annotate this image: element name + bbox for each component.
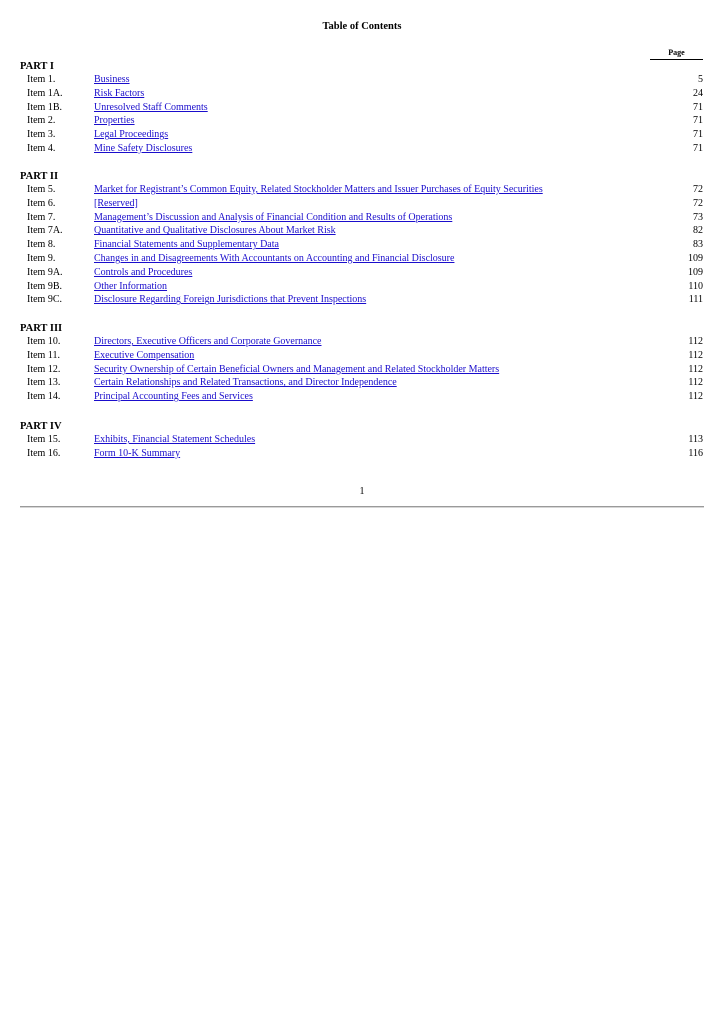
toc-row — [20, 211, 704, 225]
item-number: Item 1. — [27, 74, 56, 85]
toc-link-risk-factors[interactable]: Risk Factors — [94, 87, 145, 99]
toc-link-mine-safety-disclosures[interactable]: Mine Safety Disclosures — [94, 142, 193, 154]
toc-row — [20, 390, 704, 404]
toc-link-other-information[interactable]: Other Information — [94, 280, 168, 292]
toc-link-legal-proceedings[interactable]: Legal Proceedings — [94, 129, 169, 141]
toc-link-related-transactions[interactable]: Certain Relationships and Related Transactions, and Director Independence — [94, 377, 397, 389]
page-number-cell: 111 — [688, 294, 703, 306]
item-number: Item 10. — [27, 336, 61, 347]
toc-row — [20, 128, 704, 142]
toc-row — [20, 293, 704, 307]
page-number-cell: 112 — [688, 349, 703, 361]
item-number: Item 1A. — [27, 87, 63, 99]
toc-row — [20, 224, 704, 238]
toc-link-accounting-fees[interactable]: Principal Accounting Fees and Services — [94, 391, 253, 403]
toc-link-foreign-jurisdictions[interactable]: Disclosure Regarding Foreign Jurisdictions that Prevent Inspections — [94, 294, 367, 306]
toc-row — [20, 363, 704, 377]
part-1-section — [20, 60, 704, 156]
page-number-cell: 113 — [688, 434, 703, 445]
page-number-cell: 5 — [698, 74, 703, 85]
page-number-cell: 110 — [688, 280, 703, 292]
toc-row — [20, 101, 704, 115]
item-number: Item 13. — [27, 377, 61, 389]
part-3-section — [20, 322, 704, 404]
item-number: Item 8. — [27, 239, 56, 251]
toc-link-market-risk-disclosures[interactable]: Quantitative and Qualitative Disclosures About Market Risk — [94, 225, 336, 237]
part-2-section — [20, 170, 704, 307]
item-number: Item 11. — [27, 349, 60, 361]
toc-row — [20, 252, 704, 266]
item-number: Item 14. — [27, 391, 61, 403]
part-4-section — [20, 420, 704, 461]
toc-link-executive-compensation[interactable]: Executive Compensation — [94, 349, 195, 361]
toc-link-market-for-common-equity[interactable]: Market for Registrant’s Common Equity, Related Stockholder Matters and Issuer Purchases of Equity Securities — [94, 184, 543, 195]
toc-row — [20, 266, 704, 280]
toc-link-properties[interactable]: Properties — [94, 115, 135, 127]
page-column-header: Page — [650, 48, 703, 60]
toc-link-mdna[interactable]: Management’s Discussion and Analysis of Financial Condition and Results of Operations — [94, 211, 453, 223]
item-number: Item 12. — [27, 363, 61, 375]
toc-row — [20, 376, 704, 390]
toc-row — [20, 349, 704, 363]
toc-row — [20, 433, 704, 447]
toc-link-business[interactable]: Business — [94, 74, 130, 85]
part-heading: PART II — [20, 171, 59, 182]
page-number-cell: 109 — [688, 252, 703, 264]
toc-link-reserved[interactable]: [Reserved] — [94, 197, 138, 209]
part-heading: PART I — [20, 61, 54, 72]
page-number-cell: 83 — [693, 239, 703, 251]
toc-row — [20, 142, 704, 156]
toc-row — [20, 87, 704, 101]
page-number-cell: 71 — [693, 142, 703, 154]
item-number: Item 7A. — [27, 225, 63, 237]
page-number-cell: 72 — [693, 197, 703, 209]
toc-row — [20, 73, 704, 87]
toc-link-directors-governance[interactable]: Directors, Executive Officers and Corporate Governance — [94, 336, 322, 347]
page-number-cell: 71 — [693, 115, 703, 127]
page-number-cell: 109 — [688, 266, 703, 278]
page-number-cell: 71 — [693, 129, 703, 141]
page-number-cell: 73 — [693, 211, 703, 223]
item-number: Item 1B. — [27, 101, 62, 113]
page-number-cell: 72 — [693, 184, 703, 195]
page-number-cell: 24 — [693, 87, 703, 99]
page-number-cell: 112 — [688, 391, 703, 403]
item-number: Item 4. — [27, 142, 56, 154]
toc-link-financial-statements[interactable]: Financial Statements and Supplementary Data — [94, 239, 279, 251]
item-number: Item 2. — [27, 115, 56, 127]
page-number-cell: 82 — [693, 225, 703, 237]
toc-link-form-10k-summary[interactable]: Form 10-K Summary — [94, 447, 181, 459]
item-number: Item 3. — [27, 129, 56, 141]
toc-row — [20, 183, 704, 197]
page-number-cell: 112 — [688, 336, 703, 347]
page-number-cell: 116 — [688, 447, 703, 459]
item-number: Item 6. — [27, 197, 56, 209]
page-number-cell: 112 — [688, 363, 703, 375]
page-number-cell: 71 — [693, 101, 703, 113]
toc-row — [20, 335, 704, 349]
toc-row — [20, 197, 704, 211]
toc-row — [20, 447, 704, 461]
part-heading: PART IV — [20, 421, 62, 432]
item-number: Item 15. — [27, 434, 61, 445]
item-number: Item 9. — [27, 252, 56, 264]
page-footer-number: 1 — [359, 486, 365, 497]
toc-link-unresolved-staff-comments[interactable]: Unresolved Staff Comments — [94, 101, 208, 113]
item-number: Item 9A. — [27, 266, 63, 278]
page-number-cell: 112 — [688, 377, 703, 389]
toc-link-controls-procedures[interactable]: Controls and Procedures — [94, 266, 193, 278]
toc-row — [20, 238, 704, 252]
toc-link-security-ownership[interactable]: Security Ownership of Certain Beneficial Owners and Management and Related Stockholder Matters — [94, 363, 500, 375]
item-number: Item 7. — [27, 211, 56, 223]
toc-link-exhibits[interactable]: Exhibits, Financial Statement Schedules — [94, 434, 256, 445]
item-number: Item 16. — [27, 447, 61, 459]
page-divider — [20, 506, 704, 508]
toc-link-changes-disagreements[interactable]: Changes in and Disagreements With Accountants on Accounting and Financial Disclosure — [94, 252, 455, 264]
document-title: Table of Contents — [322, 21, 402, 32]
item-number: Item 9B. — [27, 280, 62, 292]
part-heading: PART III — [20, 323, 63, 334]
toc-row — [20, 114, 704, 128]
item-number: Item 9C. — [27, 294, 62, 306]
item-number: Item 5. — [27, 184, 56, 195]
toc-row — [20, 280, 704, 294]
